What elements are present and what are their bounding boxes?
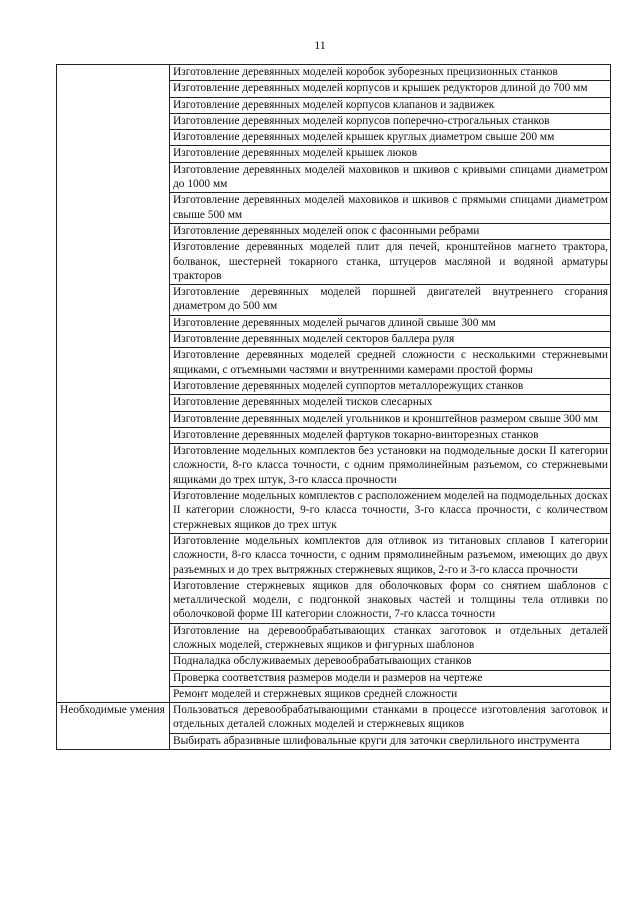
list-item: Изготовление деревянных моделей крышек круглых диаметром свыше 200 мм bbox=[170, 130, 611, 146]
list-item: Изготовление на деревообрабатывающих станках заготовок и отдельных деталей сложных моделей, стержневых ящиков и фигурных шаблонов bbox=[170, 623, 611, 654]
list-item: Изготовление деревянных моделей плит для печей, кронштейнов магнето трактора, болванок, шестерней токарного станка, штуцеров масляной и водяной арматуры тракторов bbox=[170, 240, 611, 285]
list-item: Изготовление деревянных моделей тисков слесарных bbox=[170, 395, 611, 411]
list-item: Изготовление деревянных моделей суппортов металлорежущих станков bbox=[170, 378, 611, 394]
list-item: Изготовление модельных комплектов без установки на подмодельные доски II категории сложности, 8-го класса точности, с одним прямолинейным разъемом, со стержневыми ящиками до трех штук, 3-го класса прочности bbox=[170, 444, 611, 489]
table-row bbox=[57, 703, 611, 734]
list-item: Изготовление деревянных моделей маховиков и шкивов с прямыми спицами диаметром свыше 500 мм bbox=[170, 193, 611, 224]
list-item: Подналадка обслуживаемых деревообрабатывающих станков bbox=[170, 654, 611, 670]
list-item: Изготовление деревянных моделей угольников и кронштейнов размером свыше 300 мм bbox=[170, 411, 611, 427]
list-item: Изготовление стержневых ящиков для оболочковых форм со снятием шаблонов с металлической модели, с подгонкой знаковых частей и толщины тела отливки по оболочковой форме III категории сложности, 7-го класса точности bbox=[170, 578, 611, 623]
list-item: Изготовление модельных комплектов с расположением моделей на подмодельных досках II категории сложности, 9-го класса точности, 3-го класса прочности, с количеством стержневых ящиков до трех штук bbox=[170, 489, 611, 534]
list-item: Изготовление деревянных моделей крышек люков bbox=[170, 146, 611, 162]
list-item: Ремонт моделей и стержневых ящиков средней сложности bbox=[170, 686, 611, 702]
list-item: Изготовление деревянных моделей рычагов длиной свыше 300 мм bbox=[170, 315, 611, 331]
section-label: Необходимые умения bbox=[57, 703, 170, 750]
table-row bbox=[57, 65, 611, 81]
list-item: Изготовление деревянных моделей фартуков токарно-винторезных станков bbox=[170, 427, 611, 443]
list-item: Изготовление деревянных моделей коробок зуборезных прецизионных станков bbox=[170, 65, 611, 81]
list-item: Изготовление деревянных моделей секторов баллера руля bbox=[170, 332, 611, 348]
list-item: Изготовление деревянных моделей маховиков и шкивов с кривыми спицами диаметром до 1000 мм bbox=[170, 162, 611, 193]
list-item: Проверка соответствия размеров модели и размеров на чертеже bbox=[170, 670, 611, 686]
list-item: Изготовление деревянных моделей средней сложности с несколькими стержневыми ящиками, с отъемными частями и внутренними камерами простой формы bbox=[170, 348, 611, 379]
list-item: Пользоваться деревообрабатывающими станками в процессе изготовления заготовок и отдельных деталей сложных моделей и стержневых ящиков bbox=[170, 703, 611, 734]
list-item: Изготовление деревянных моделей поршней двигателей внутреннего сгорания диаметром до 500 мм bbox=[170, 285, 611, 316]
list-item: Изготовление деревянных моделей корпусов клапанов и задвижек bbox=[170, 97, 611, 113]
list-item: Изготовление деревянных моделей корпусов и крышек редукторов длиной до 700 мм bbox=[170, 81, 611, 97]
list-item: Изготовление модельных комплектов для отливок из титановых сплавов I категории сложности, 8-го класса точности, с одним прямолинейным разъемом, имеющих до двух разъемных и до трех вытряжных стержневых ящиков, 2-го и 3-го класса прочности bbox=[170, 533, 611, 578]
section-label bbox=[57, 65, 170, 703]
list-item: Изготовление деревянных моделей опок с фасонными ребрами bbox=[170, 223, 611, 239]
list-item: Выбирать абразивные шлифовальные круги для заточки сверлильного инструмента bbox=[170, 733, 611, 749]
competency-table bbox=[56, 64, 611, 750]
page-number: 11 bbox=[314, 38, 326, 52]
list-item: Изготовление деревянных моделей корпусов поперечно-строгальных станков bbox=[170, 113, 611, 129]
